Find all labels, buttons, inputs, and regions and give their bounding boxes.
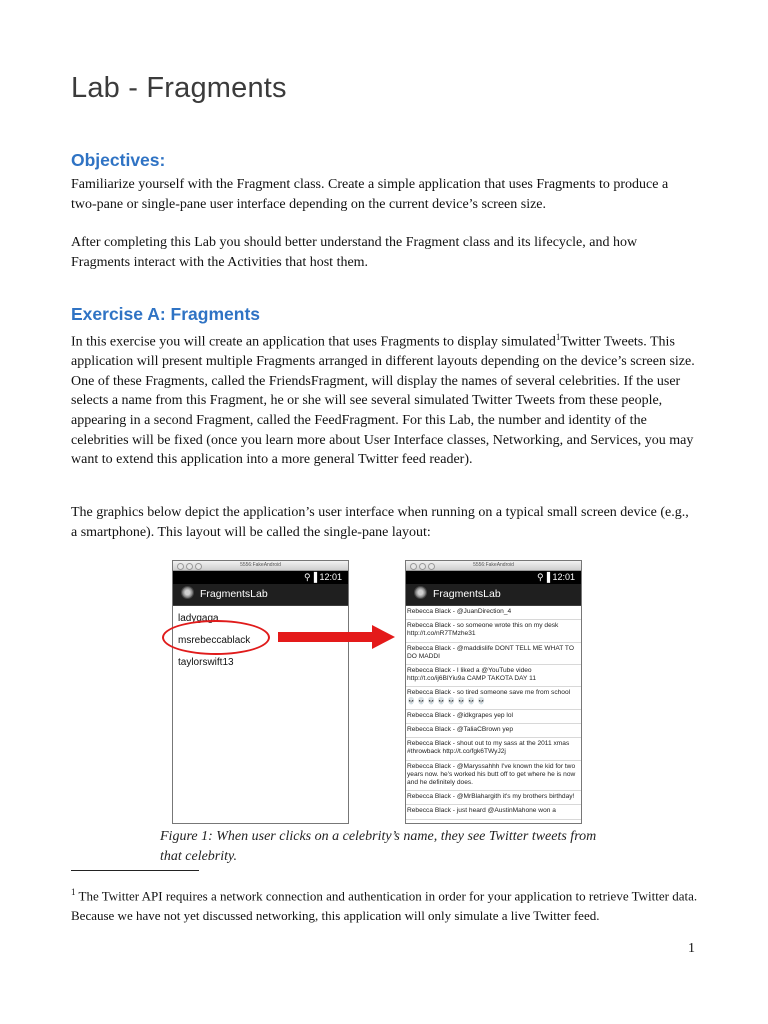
page-number: 1 xyxy=(688,941,695,956)
footnote xyxy=(71,882,701,926)
selection-highlight-oval xyxy=(162,620,270,655)
feed-item[interactable]: Rebecca Black - so someone wrote this on my desk http://t.co/nR7TMzhe31 xyxy=(406,620,581,642)
footnote-text: The Twitter API requires a network connection and authentication in order for your application to retrieve Twitter data. Because we have not yet discussed networking, this application will only simulate a live Twitter feed. xyxy=(71,888,698,924)
feed-item[interactable]: Rebecca Black - shout out to my sass at the 2011 xmas #throwback http://t.co/fgk6TWyJ2j xyxy=(406,738,581,760)
emulator-window-title: 5556:FakeAndroid xyxy=(473,562,514,568)
action-bar xyxy=(173,584,348,606)
phone-screenshot-friends xyxy=(172,560,349,824)
feed-list xyxy=(406,606,581,820)
phone-screenshot-feed xyxy=(405,560,582,824)
feed-item[interactable]: Rebecca Black - @JuanDirection_4 xyxy=(406,606,581,620)
feed-item[interactable]: Rebecca Black - I liked a @YouTube video http://t.co/ij6BlYiu9a CAMP TAKOTA DAY 11 xyxy=(406,665,581,687)
footnote-reference[interactable]: 1 xyxy=(555,332,561,342)
objectives-paragraph-1: Familiarize yourself with the Fragment class. Create a simple application that uses Fragments to produce a two-pane or single-pane user interface depending on the current device’s screen size. xyxy=(71,177,669,212)
feed-item[interactable]: Rebecca Black - so tired someone save me from school 💀 💀 💀 💀 💀 💀 💀 💀 xyxy=(406,687,581,709)
app-launcher-icon xyxy=(181,586,194,599)
emulator-window-chrome xyxy=(173,561,348,571)
window-controls xyxy=(177,563,204,574)
exercise-a-paragraph-1 xyxy=(71,328,697,470)
navigation-arrow-icon xyxy=(372,625,395,649)
app-title: FragmentsLab xyxy=(433,588,501,600)
footnote-marker: 1 xyxy=(71,887,76,897)
feed-item[interactable]: Rebecca Black - @maddislife DONT TELL ME WHAT TO DO MADDI xyxy=(406,643,581,665)
feed-item[interactable]: Rebecca Black - @MrBlahargith it's my brothers birthday! xyxy=(406,791,581,805)
feed-item[interactable]: Rebecca Black - @TaliaCBrown yep xyxy=(406,724,581,738)
exercise-a-text-end: Twitter Tweets. This application will present multiple Fragments arranged in different layouts depending on the device’s screen size. One of these Fragments, called the FriendsFragment, will display the names of several celebrities. If the user selects a name from this Fragment, he or she will see several simulated Twitter Tweets from these people, appearing in a second Fragment, called the FeedFragment. For this Lab, the number and identity of the celebrities will be fixed (once you learn more about User Interface classes, Networking, and Services, you may want to extend this application into a more general Twitter feed reader). xyxy=(71,334,695,468)
friend-item-taylorswift13[interactable]: taylorswift13 xyxy=(178,657,234,668)
status-bar: ⚲▐ 12:01 xyxy=(406,571,581,584)
objectives-paragraph-2: After completing this Lab you should better understand the Fragment class and its lifecycle, and how Fragments interact with the Activities that host them. xyxy=(71,235,638,270)
friend-item-ladygaga[interactable]: ladygaga xyxy=(178,613,219,624)
page-title: Lab - Fragments xyxy=(71,72,287,104)
window-controls xyxy=(410,563,437,574)
exercise-a-heading: Exercise A: Fragments xyxy=(71,304,261,324)
emulator-window-title: 5556:FakeAndroid xyxy=(240,562,281,568)
objectives-heading: Objectives: xyxy=(71,150,166,170)
app-launcher-icon xyxy=(414,586,427,599)
navigation-arrow-shaft xyxy=(278,632,373,642)
feed-item[interactable]: Rebecca Black - @idkgrapes yep lol xyxy=(406,710,581,724)
exercise-a-text-start: In this exercise you will create an application that uses Fragments to display simulated xyxy=(71,334,556,350)
friend-item-msrebeccablack[interactable]: msrebeccablack xyxy=(178,635,251,646)
footnote-divider xyxy=(71,870,199,871)
exercise-a-paragraph-2: The graphics below depict the application’s user interface when running on a typical small screen device (e.g., a smartphone). This layout will be called the single-pane layout: xyxy=(71,505,689,540)
status-bar: ⚲▐ 12:01 xyxy=(173,571,348,584)
feed-item[interactable]: Rebecca Black - just heard @AustinMahone won a xyxy=(406,805,581,819)
action-bar xyxy=(406,584,581,606)
emulator-window-chrome xyxy=(406,561,581,571)
figure-caption: Figure 1: When user clicks on a celebrity’s name, they see Twitter tweets from that celebrity. xyxy=(160,829,597,864)
feed-item[interactable]: Rebecca Black - @Maryssahhh I've known the kid for two years now. he's worked his butt off to get where he is now and he definitely does. xyxy=(406,761,581,792)
app-title: FragmentsLab xyxy=(200,588,268,600)
